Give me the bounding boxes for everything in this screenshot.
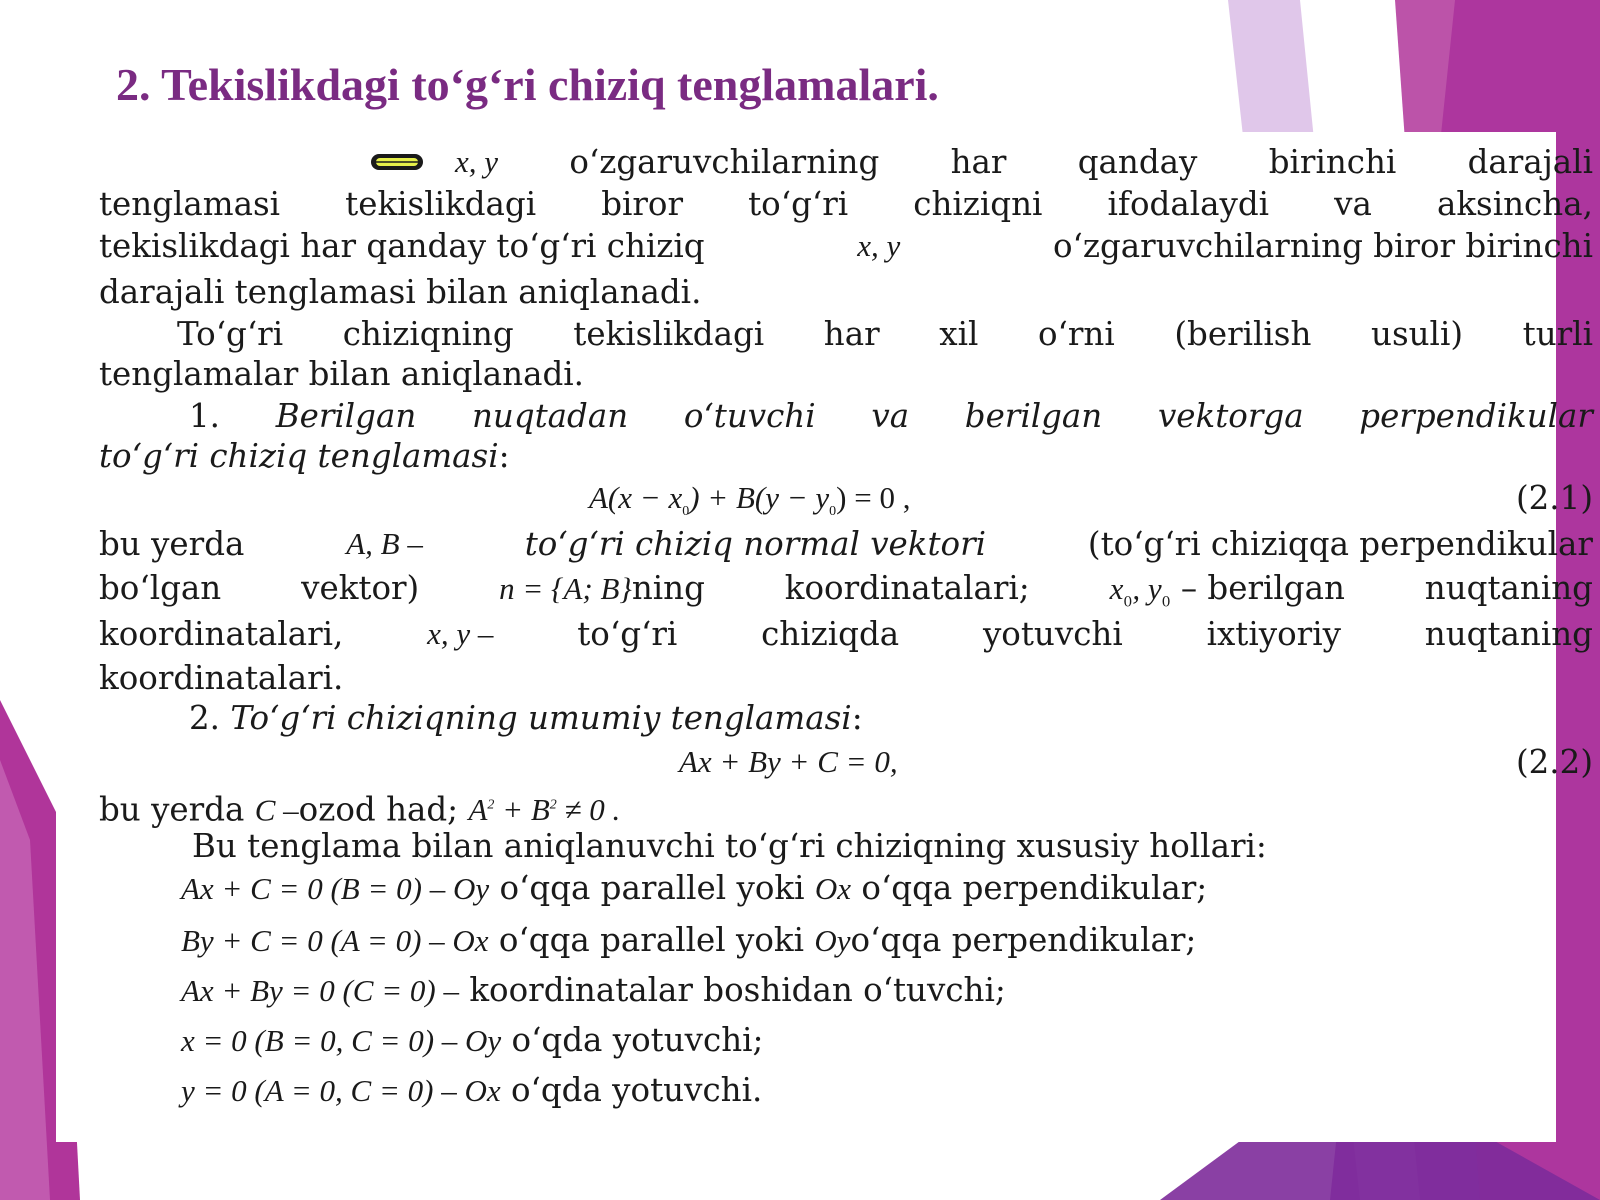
italic-term: to‘g‘ri chiziq normal vektori (524, 525, 987, 563)
item2-note (99, 786, 1593, 830)
word: perpendikular (1359, 397, 1593, 435)
case-line (181, 868, 1207, 909)
para1-line2 (99, 184, 1593, 224)
word: o‘tuvchi (683, 397, 816, 435)
word: berilgan (964, 397, 1103, 435)
desc-line4: koordinatalari. (99, 659, 344, 697)
item2-heading (99, 698, 1593, 738)
text-segment: bu yerda (99, 790, 245, 829)
math-segment: A, B – (346, 526, 423, 561)
condition (468, 792, 620, 827)
math-segment: x, y – (427, 616, 494, 651)
math-segment: x (1109, 571, 1124, 606)
text-segment: (to‘g‘ri chiziqqa perpendikular (1087, 525, 1593, 563)
case-equation: x = 0 (B = 0, C = 0) – Oy (181, 1023, 502, 1058)
word: ifodalaydi (1107, 185, 1270, 223)
word: birinchi (1268, 143, 1397, 181)
word: xil (939, 315, 979, 353)
text-segment: bu yerda (99, 525, 245, 563)
math-segment: n = {A; B} (499, 571, 632, 606)
text-segment: yotuvchi (982, 615, 1123, 653)
axis-label: Ox (814, 871, 852, 906)
math-segment: C – (254, 792, 299, 828)
case-equation: y = 0 (A = 0, C = 0) – Ox (181, 1073, 501, 1108)
word: chiziqning (342, 315, 514, 353)
math-segment: ≠ 0 . (556, 792, 621, 828)
word: to‘g‘ri (748, 185, 849, 223)
desc-line3 (99, 614, 1593, 654)
equation-number: (2.1) (1515, 479, 1593, 517)
word: usuli) (1371, 315, 1464, 353)
eq-part: ) = 0 , (836, 480, 911, 515)
text-segment: to‘g‘ri (577, 615, 678, 653)
math-segment: + B (494, 792, 550, 828)
content-panel (56, 132, 1593, 1142)
equation-text: Ax + By + C = 0, (679, 744, 898, 779)
text-segment: koordinatalari; (784, 569, 1030, 607)
text-segment: bo‘lgan (99, 569, 222, 607)
eq-subscript: 0 (682, 504, 690, 520)
text-segment: o‘zgaruvchilarning biror birinchi (1052, 227, 1593, 265)
text-segment: ozod had; (298, 790, 459, 829)
axis-label: Oy (814, 923, 851, 958)
word: har (823, 315, 880, 353)
var-xy: x, y (455, 144, 499, 179)
item1-heading-line1 (99, 396, 1593, 436)
slide-title: 2. Tekislikdagi to‘g‘ri chiziq tenglamalari. (116, 59, 939, 110)
case-text: o‘qqa parallel yoki (499, 869, 805, 907)
case-equation: Ax + By = 0 (C = 0) – (181, 973, 459, 1008)
text-segment: ning (631, 569, 705, 607)
text-segment: ixtiyoriy (1206, 615, 1341, 653)
case-text: o‘qda yotuvchi; (511, 1021, 764, 1059)
para2-line1 (99, 314, 1593, 354)
text-segment: chiziqda (761, 615, 900, 653)
cases-intro: Bu tenglama bilan aniqlanuvchi to‘g‘ri chiziqning xususiy hollari: (192, 827, 1267, 865)
para1-lead (369, 142, 498, 182)
case-line (181, 920, 1196, 961)
pencil-arrow-icon (369, 151, 427, 173)
item2-number: 2. (189, 699, 221, 737)
word: o‘zgaruvchilarning (569, 143, 880, 181)
case-equation: Ax + C = 0 (B = 0) – Oy (181, 871, 490, 906)
item1-heading-text: to‘g‘ri chiziq tenglamasi (99, 437, 499, 475)
equation-number: (2.2) (1515, 743, 1593, 781)
word: har (950, 143, 1007, 181)
eq-subscript: 0 (1161, 594, 1171, 611)
case-text: o‘qda yotuvchi. (510, 1071, 763, 1109)
desc-line1 (99, 524, 1593, 564)
colon: : (851, 699, 863, 737)
word: aksincha, (1436, 185, 1593, 223)
case-line (181, 1020, 764, 1061)
case-text: o‘qqa perpendikular; (861, 869, 1208, 907)
item2-heading-text: To‘g‘ri chiziqning umumiy tenglamasi (230, 699, 852, 737)
math-segment: , y (1132, 571, 1162, 606)
text-segment: nuqtaning (1424, 569, 1593, 607)
case-text: o‘qqa parallel yoki (498, 921, 804, 959)
para1-line3 (99, 226, 1593, 266)
text-segment: nuqtaning (1424, 615, 1593, 653)
para1-line4: darajali tenglamasi bilan aniqlanadi. (99, 273, 702, 311)
word: nuqtadan (471, 397, 629, 435)
case-text: o‘qqa perpendikular; (850, 921, 1197, 959)
colon: : (498, 437, 510, 475)
case-equation: By + C = 0 (A = 0) – Ox (181, 923, 489, 958)
word: chiziqni (913, 185, 1043, 223)
word: Berilgan (275, 397, 417, 435)
case-line (181, 1070, 762, 1111)
text-segment: vektor) (301, 569, 420, 607)
case-text: koordinatalar boshidan o‘tuvchi; (469, 971, 1006, 1009)
word: qanday (1077, 143, 1198, 181)
eq-part: A(x − x (589, 480, 683, 515)
word: tekislikdagi (573, 315, 765, 353)
word: biror (601, 185, 684, 223)
word: To‘g‘ri (177, 315, 284, 353)
word: va (1334, 185, 1372, 223)
math-segment: A (468, 792, 488, 828)
para2-line2: tenglamalar bilan aniqlanadi. (99, 355, 584, 393)
word: va (871, 397, 910, 435)
para1-line1 (99, 142, 1593, 182)
word: tekislikdagi (345, 185, 537, 223)
word: turli (1522, 315, 1593, 353)
word: o‘rni (1037, 315, 1115, 353)
superscript: 2 (549, 798, 557, 813)
eq-subscript: 0 (829, 504, 837, 520)
item1-heading-line2 (99, 436, 1593, 476)
superscript: 2 (487, 798, 495, 813)
word: darajali (1467, 143, 1593, 181)
eq-part: ) + B(y − y (689, 480, 830, 515)
case-line (181, 970, 1006, 1011)
text-segment: – berilgan (1180, 569, 1345, 607)
word: tenglamasi (99, 185, 281, 223)
text-segment: koordinatalari, (99, 615, 344, 653)
var-xy: x, y (857, 228, 901, 263)
word: (berilish (1174, 315, 1312, 353)
text-segment: tekislikdagi har qanday to‘g‘ri chiziq (99, 227, 705, 265)
eq-subscript: 0 (1123, 594, 1133, 611)
word: vektorga (1157, 397, 1304, 435)
item1-number: 1. (189, 397, 221, 435)
